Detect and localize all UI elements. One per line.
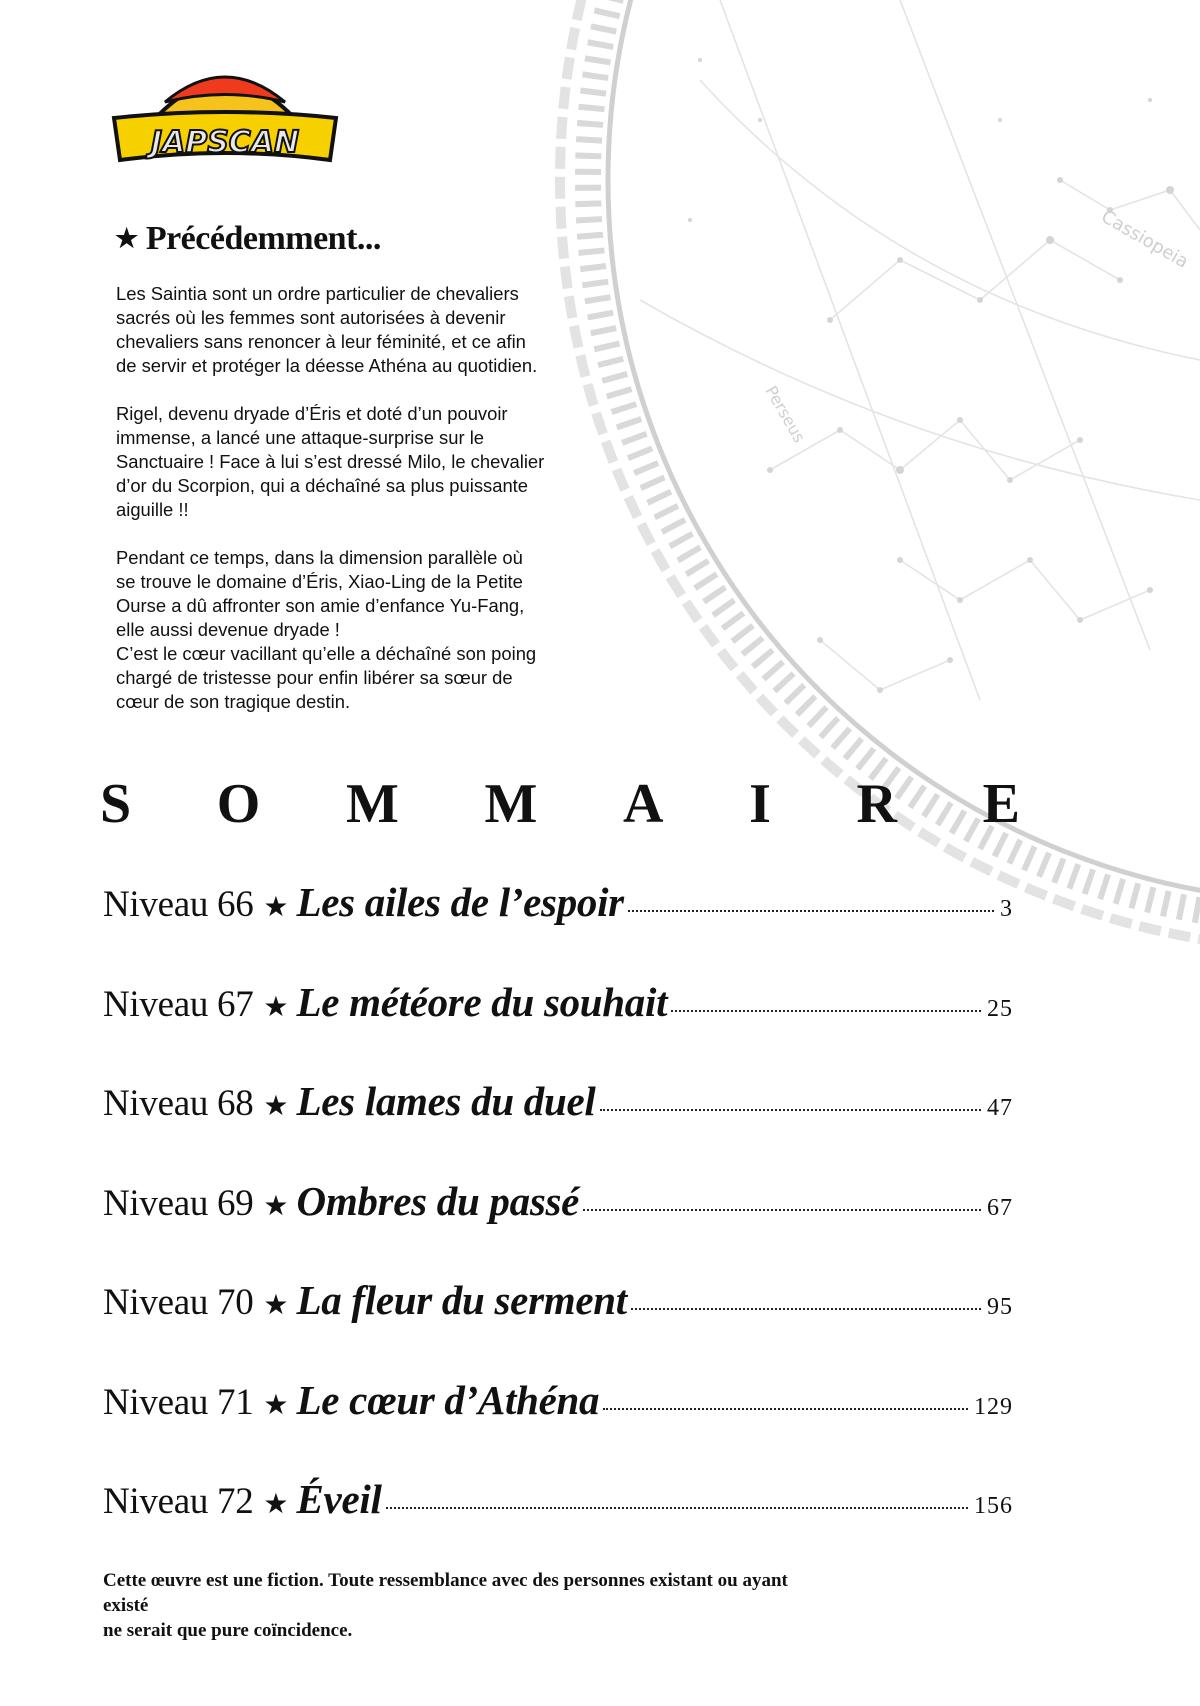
toc-entry[interactable] [103,878,1013,978]
toc-level: Niveau 72 [103,1481,254,1522]
sommaire-letter: A [623,773,664,835]
constellation-label-cassiopeia: Cassiopeia [1097,206,1192,273]
star-icon: ★ [115,224,138,253]
toc-page-number: 3 [1000,896,1013,922]
star-icon: ★ [263,1389,289,1421]
sommaire-letter: O [216,773,261,835]
recap-title [115,220,381,258]
toc-entry[interactable] [103,1077,1013,1177]
star-icon: ★ [263,991,289,1023]
toc-level: Niveau 66 [103,884,254,925]
toc-leader-dots [631,1305,981,1310]
sommaire-letter: I [749,773,771,835]
toc-leader-dots [600,1106,982,1111]
sommaire-heading [100,772,1020,836]
toc-entry[interactable] [103,1276,1013,1376]
fiction-disclaimer [103,1568,803,1643]
toc-leader-dots [603,1405,968,1410]
star-icon: ★ [263,1190,289,1222]
recap-title-text: Précédemment... [145,220,381,257]
toc-title: Le météore du souhait [296,978,668,1025]
toc-leader-dots [671,1007,981,1012]
sommaire-letter: R [856,773,897,835]
chart-rim [608,0,1200,902]
toc-page-number: 95 [987,1294,1013,1320]
toc-title: Ombres du passé [296,1177,580,1224]
toc-page-number: 129 [974,1393,1013,1420]
sommaire-letter: M [484,773,538,835]
stars [688,58,1174,693]
recap-body [116,282,596,738]
constellation-label-perseus: Perseus [761,382,810,446]
recap-paragraph: Les Saintia sont un ordre particulier de chevaliers sacrés où les femmes sont autorisées à devenir chevaliers sans renoncer à leur féminité, et ce afin de servir et protéger la déesse Athéna au quotidien. [116,283,538,376]
toc-title: Les ailes de l’espoir [296,879,624,925]
toc-level: Niveau 70 [103,1282,254,1323]
toc-title: Le cœur d’Athéna [296,1376,600,1423]
toc-level: Niveau 71 [103,1381,254,1423]
toc-entry[interactable] [103,1475,1013,1575]
star-icon: ★ [263,892,289,923]
toc-entry[interactable] [103,978,1013,1078]
toc-leader-dots [386,1504,968,1509]
toc-leader-dots [628,907,994,912]
toc-title: Les lames du duel [296,1078,596,1124]
toc-level: Niveau 67 [103,983,254,1025]
logo-text: JAPSCAN [150,125,300,160]
toc-page-number: 156 [974,1493,1013,1519]
toc-page-number: 47 [987,1095,1013,1121]
toc-page-number: 25 [987,995,1013,1022]
toc-title: Éveil [296,1476,382,1522]
recap-paragraph: Pendant ce temps, dans la dimension parallèle où se trouve le domaine d’Éris, Xiao-Ling de la Petite Ourse a dû affronter son amie d’enfance Yu-Fang, elle aussi devenue dryade ! C’est le cœur vacillant qu’elle a déchaîné son poing chargé de tristesse pour enfin libérer sa sœur de cœur de son tragique destin. [116,547,537,712]
star-icon: ★ [263,1091,289,1122]
disclaimer-line: ne serait que pure coïncidence. [103,1620,353,1641]
constellation-lines [640,0,1200,700]
disclaimer-line: Cette œuvre est une fiction. Toute ressemblance avec des personnes existant ou ayant existé [103,1570,788,1616]
star-icon: ★ [263,1290,289,1321]
table-of-contents [103,878,1013,1575]
recap-paragraph: Rigel, devenu dryade d’Éris et doté d’un pouvoir immense, a lancé une attaque-surprise sur le Sanctuaire ! Face à lui s’est dressé Milo, le chevalier d’or du Scorpion, qui a déchaîné sa plus puissante aiguille !! [116,403,545,520]
toc-entry[interactable] [103,1376,1013,1476]
toc-leader-dots [583,1206,981,1211]
toc-entry[interactable] [103,1177,1013,1277]
sommaire-letter: S [100,773,132,835]
sommaire-letter: M [346,773,399,835]
japscan-logo [110,62,340,172]
toc-page-number: 67 [987,1194,1013,1221]
sommaire-letter: E [982,773,1020,835]
star-icon: ★ [263,1489,289,1520]
toc-title: La fleur du serment [296,1277,627,1323]
toc-level: Niveau 69 [103,1182,254,1224]
toc-level: Niveau 68 [103,1083,254,1124]
